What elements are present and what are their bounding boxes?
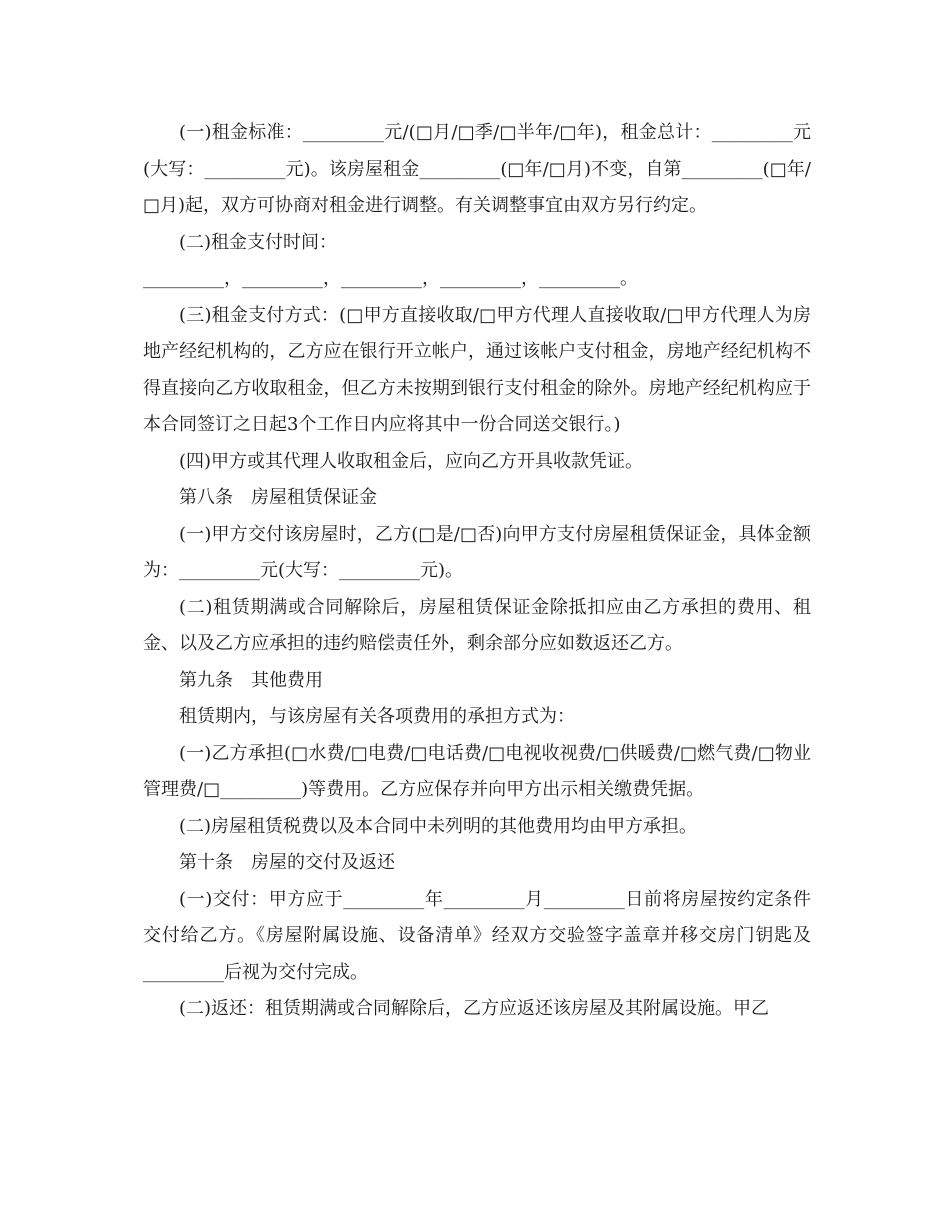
clause-delivery: (一)交付：甲方应于_________年_________月_________日前将房屋按约定条件交付给乙方。《房屋附属设施、设备清单》经双方交验签字盖章并移交房门钥匙及_________后视为交付完成。 [143,888,811,983]
clause-landlord-fees: (二)房屋租赁税费以及本合同中未列明的其他费用均由甲方承担。 [179,815,698,837]
clause-rent-payment-time: (二)租金支付时间： [179,231,338,253]
article-10-heading: 第十条 房屋的交付及返还 [179,852,395,873]
article-9-heading: 第九条 其他费用 [179,669,323,691]
clause-rent-payment-method: (三)租金支付方式：(□甲方直接收取/□甲方代理人直接收取/□甲方代理人为房地产经纪机构的，乙方应在银行开立帐户，通过该帐户支付租金，房地产经纪机构不得直接向乙方收取租金，但乙方未按期到银行支付租金的除外。房地产经纪机构应于本合同签订之日起3个工作日内应将其中一份合同送交银行。) [143,304,811,435]
clause-rent-standard: (一)租金标准：_________元/(□月/□季/□半年/□年)，租金总计：_________元(大写：_________元)。该房屋租金_________(□年/□月)不变，自第_________(□年/□月)起，双方可协商对租金进行调整。有关调整事宜由双方另行约定。 [143,122,811,216]
document-body [143,115,811,1028]
clause-tenant-fees: (一)乙方承担(□水费/□电费/□电话费/□电视收视费/□供暖费/□燃气费/□物业管理费/□_________)等费用。乙方应保存并向甲方出示相关缴费凭据。 [143,742,811,800]
rent-payment-time-blanks: _________，_________，_________，_________，_________。 [143,268,638,289]
article-8-heading: 第八条 房屋租赁保证金 [179,487,377,508]
other-fees-intro: 租赁期内，与该房屋有关各项费用的承担方式为： [179,706,575,727]
clause-deposit-payment: (一)甲方交付该房屋时，乙方(□是/□否)向甲方支付房屋租赁保证金，具体金额为：_________元(大写：_________元)。 [143,523,811,581]
clause-return: (二)返还：租赁期满或合同解除后，乙方应返还该房屋及其附属设施。甲乙 [179,998,770,1019]
clause-deposit-return: (二)租赁期满或合同解除后，房屋租赁保证金除抵扣应由乙方承担的费用、租金、以及乙方应承担的违约赔偿责任外，剩余部分应如数返还乙方。 [143,596,811,654]
clause-rent-receipt: (四)甲方或其代理人收取租金后，应向乙方开具收款凭证。 [179,450,644,472]
